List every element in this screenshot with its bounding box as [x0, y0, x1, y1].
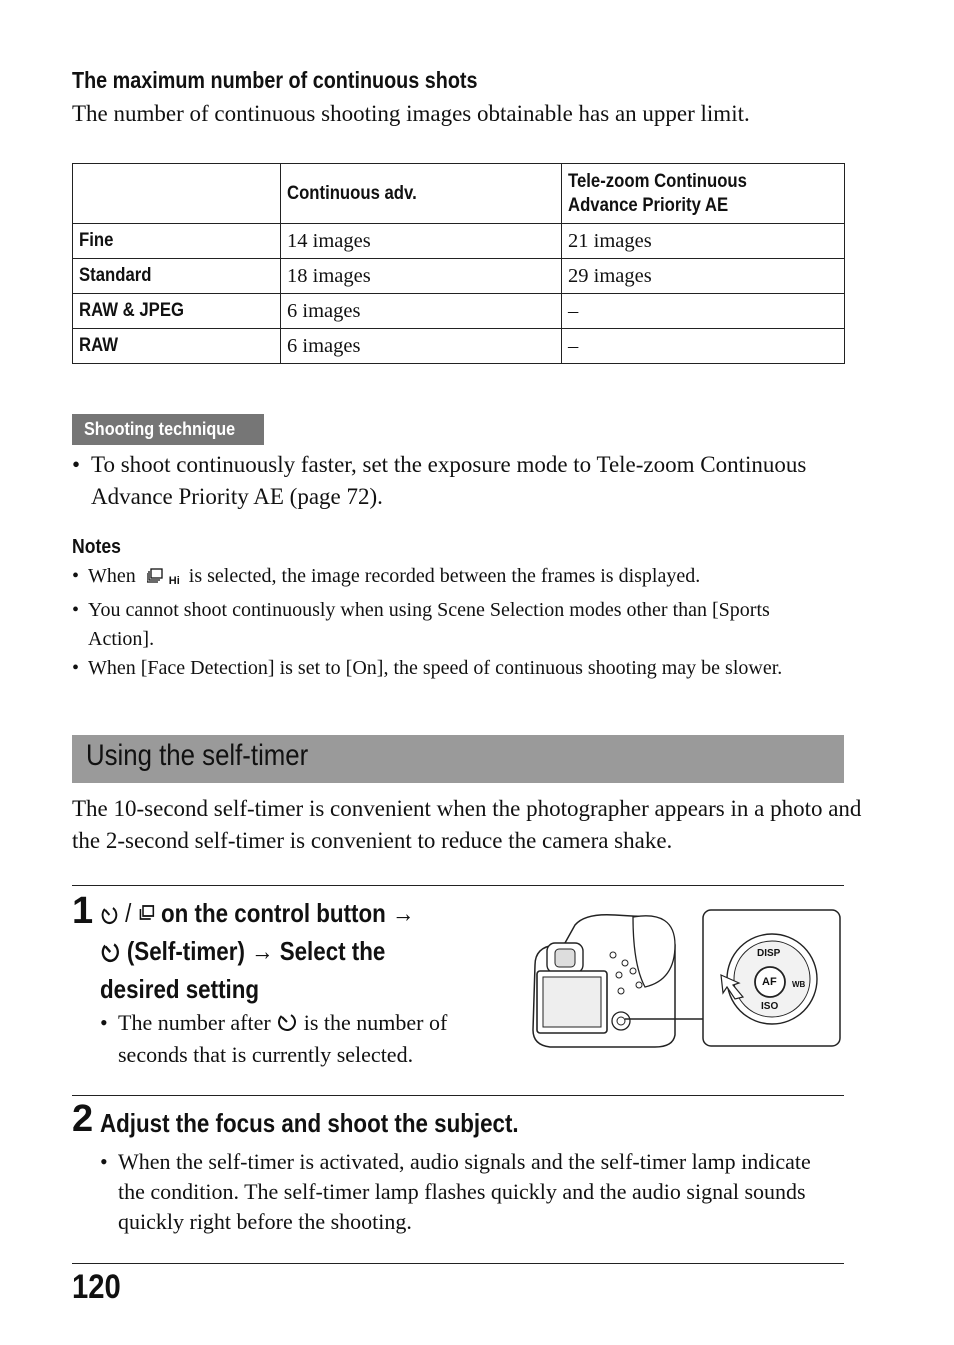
dial-iso-label: ISO	[761, 1001, 779, 1012]
table-row-label: RAW	[73, 329, 281, 364]
notes-list	[72, 562, 812, 683]
self-timer-icon	[100, 899, 119, 934]
table-row-label: RAW & JPEG	[73, 294, 281, 329]
step-1-bullet: • The number after is the number of seconds that is currently selected.	[100, 1010, 448, 1067]
step-2-bullet: • When the self-timer is activated, audio signals and the self-timer lamp indicate the condition. The self-timer lamp flashes quickly and the audio signal sounds quickly right before the shooting.	[100, 1149, 811, 1234]
step-1-heading: / on the control button → (Self-timer) → Select the desired setting	[100, 898, 415, 1004]
note-item: • When Hi is selected, the image recorded between the frames is displayed.	[72, 562, 812, 596]
table-cell: 6 images	[281, 329, 562, 364]
table-cell: 14 images	[281, 224, 562, 259]
continuous-shots-table	[72, 163, 845, 364]
self-timer-icon	[100, 937, 121, 972]
table-row	[73, 224, 845, 259]
note-item: • When [Face Detection] is set to [On], the speed of continuous shooting may be slower.	[72, 657, 783, 679]
table-row-label: Standard	[73, 259, 281, 294]
table-header-continuous: Continuous adv.	[281, 164, 562, 224]
table-cell: 6 images	[281, 294, 562, 329]
table-row	[73, 329, 845, 364]
table-cell: 29 images	[562, 259, 845, 294]
arrow-right-icon: →	[392, 898, 415, 928]
table-row	[73, 259, 845, 294]
camera-illustration	[525, 905, 845, 1055]
self-timer-icon	[276, 1010, 298, 1040]
table-cell: –	[562, 294, 845, 329]
dial-disp-label: DISP	[757, 948, 781, 959]
table-cell: 21 images	[562, 224, 845, 259]
self-timer-intro: The 10-second self-timer is convenient when the photographer appears in a photo and the 2-second self-timer is convenient to reduce the camera shake.	[72, 796, 862, 853]
table-header-telezoom: Tele-zoom Continuous Advance Priority AE	[562, 164, 845, 224]
continuous-shots-heading: The maximum number of continuous shots	[72, 67, 478, 93]
note-item: • You cannot shoot continuously when using Scene Selection modes other than [Sports Action].	[72, 599, 770, 650]
divider	[72, 1095, 844, 1096]
section-title: Using the self-timer	[86, 739, 309, 772]
note-text: When [Face Detection] is set to [On], the speed of continuous shooting may be slower.	[88, 657, 783, 679]
continuous-shots-intro: The number of continuous shooting images obtainable has an upper limit.	[72, 101, 750, 126]
table-cell: –	[562, 329, 845, 364]
divider	[72, 1263, 844, 1264]
notes-heading: Notes	[72, 536, 121, 558]
continuous-hi-icon: Hi	[147, 564, 180, 596]
table-cell: 18 images	[281, 259, 562, 294]
table-row	[73, 294, 845, 329]
shooting-technique-badge: Shooting technique	[72, 414, 264, 445]
table-header-row	[73, 164, 845, 224]
note-text: When	[88, 565, 136, 587]
table-row-label: Fine	[73, 224, 281, 259]
note-text: You cannot shoot continuously when using Scene Selection modes other than [Sports Action].	[88, 599, 770, 650]
bullet-dot: •	[72, 452, 81, 477]
continuous-drive-icon	[138, 898, 155, 933]
dial-wb-label: WB	[792, 980, 806, 989]
step-1-number: 1	[72, 890, 94, 932]
note-text: is selected, the image recorded between the frames is displayed.	[188, 565, 701, 587]
table-header-empty	[73, 164, 281, 224]
technique-bullet	[72, 449, 812, 513]
arrow-right-icon: →	[251, 936, 274, 966]
page-number: 120	[72, 1268, 121, 1306]
dial-af-label: AF	[762, 976, 777, 988]
divider	[72, 885, 844, 886]
step-2-heading: Adjust the focus and shoot the subject.	[100, 1108, 519, 1138]
technique-bullet-text: To shoot continuously faster, set the exposure mode to Tele-zoom Continuous Advance Priority AE (page 72).	[91, 452, 807, 509]
step-2-number: 2	[72, 1098, 94, 1140]
